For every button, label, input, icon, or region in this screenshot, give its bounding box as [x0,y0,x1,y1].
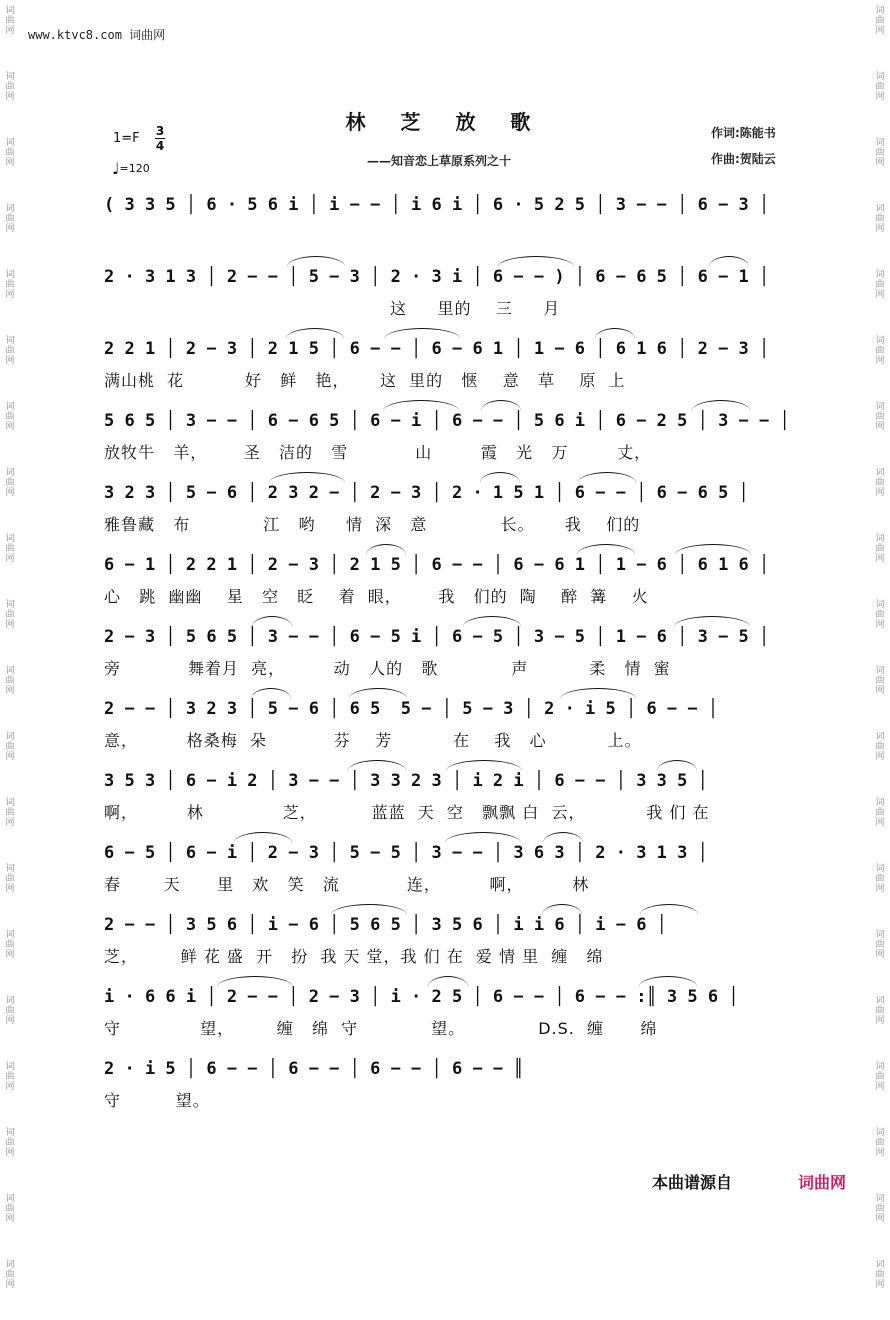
slur-mark [595,328,635,339]
slur-mark [445,832,521,843]
side-watermark-right [872,0,888,1290]
side-watermark-left [2,0,18,1290]
slur-mark [657,760,697,771]
slur-mark [639,976,697,987]
slur-mark [709,256,749,267]
watermark-text: 词 曲 网 [875,204,885,234]
slur-mark [446,760,522,771]
composer-credit: 作曲:贺陆云 [711,152,776,166]
meter-bottom: 4 [155,139,165,153]
slur-mark [560,688,636,699]
key-signature: 1=F [113,131,140,146]
slur-mark [349,688,407,699]
lyric-line: 芝， 鲜 花 盛 开 扮 我 天 堂，我 们 在 爱 情 里 缠 绵 [104,947,604,966]
slur-mark [578,472,636,483]
watermark-text: 词 曲 网 [875,270,885,300]
slur-mark [542,904,582,915]
slur-mark [348,760,406,771]
slur-mark [463,616,521,627]
watermark-text: 词 曲 网 [875,72,885,102]
tempo-value: =120 [119,162,150,175]
slur-mark [543,832,583,843]
watermark-text: 词 曲 网 [875,468,885,498]
slur-mark [577,544,635,555]
watermark-text: 词 曲 网 [5,666,15,696]
watermark-text: 词 曲 网 [5,1194,15,1224]
slur-mark [269,472,345,483]
watermark-text: 词 曲 网 [875,402,885,432]
watermark-text: 词 曲 网 [5,1260,15,1290]
watermark-text: 词 曲 网 [875,798,885,828]
watermark-text: 词 曲 网 [875,732,885,762]
slur-mark [383,400,459,411]
watermark-text: 词 曲 网 [5,534,15,564]
slur-mark [480,472,520,483]
notation-line: 2 − − │ 3 2 3 │ 5 − 6 │ 6 5 5 − │ 5 − 3 │ 2 · i 5 │ 6 − − │ [104,699,719,719]
watermark-text: 词 曲 网 [5,270,15,300]
watermark-text: 词 曲 网 [5,930,15,960]
slur-mark [498,256,574,267]
tempo-marking [112,157,150,176]
watermark-text: 词 曲 网 [5,468,15,498]
slur-mark [675,544,751,555]
watermark-text: 词 曲 网 [875,6,885,36]
song-title: 林 芝 放 歌 [345,110,545,134]
watermark-text: 词 曲 网 [875,1062,885,1092]
watermark-text: 词 曲 网 [5,864,15,894]
lyric-line: 旁 舞着月 亮， 动 人的 歌 声 柔 情 蜜 [104,659,671,678]
slur-mark [287,256,345,267]
slur-mark [640,904,698,915]
watermark-text: 词 曲 网 [5,600,15,630]
slur-mark [252,616,292,627]
quarter-note-icon: ♩ [112,159,120,178]
watermark-text: 词 曲 网 [875,1260,885,1290]
lyric-line [104,226,784,248]
notation-line: 3 2 3 │ 5 − 6 │ 2 3 2 − │ 2 − 3 │ 2 · 1 5 1 │ 6 − − │ 6 − 6 5 │ [104,483,749,503]
watermark-text: 词 曲 网 [5,402,15,432]
watermark-text: 词 曲 网 [5,798,15,828]
notation-line: 5 6 5 │ 3 − − │ 6 − 6 5 │ 6 − i │ 6 − − │ 5 6 i │ 6 − 2 5 │ 3 − − │ [104,411,790,431]
slur-mark [692,400,750,411]
watermark-text: 词 曲 网 [5,204,15,234]
slur-mark [481,400,521,411]
watermark-text: 词 曲 网 [875,138,885,168]
lyric-line: 放牧牛 羊， 圣 洁的 雪 山 霞 光 万 丈， [104,443,652,462]
slur-mark [251,688,291,699]
lyric-line: 守 望， 缠 绵 守 望。 D.S. 缠 绵 [104,1019,658,1038]
watermark-text: 词 曲 网 [875,336,885,366]
slur-mark [331,904,407,915]
notation-line: ( 3 3 5 │ 6 · 5 6 i │ i − − │ i 6 i │ 6 · 5 2 5 │ 3 − − │ 6 − 3 │ [104,195,770,215]
lyric-line: 满山桃 花 好 鲜 艳， 这 里的 惬 意 草 原 上 [104,371,626,390]
lyric-line: 守 望。 [104,1091,210,1110]
watermark-text: 词 曲 网 [875,1128,885,1158]
slur-mark [234,832,292,843]
footer-source-label: 本曲谱源自 [652,1173,733,1192]
watermark-text: 词 曲 网 [875,600,885,630]
meter-top: 3 [155,124,165,138]
slur-mark [674,616,750,627]
watermark-text: 词 曲 网 [5,72,15,102]
lyric-line: 这 里的 三 月 [104,299,561,318]
watermark-text: 词 曲 网 [5,138,15,168]
watermark-text: 词 曲 网 [5,336,15,366]
notation-line: 3 5 3 │ 6 − i 2 │ 3 − − │ 3 3 2 3 │ i 2 i │ 6 − − │ 3 3 5 │ [104,771,708,791]
watermark-text: 词 曲 网 [875,996,885,1026]
slur-mark [286,328,344,339]
notation-line: 2 2 1 │ 2 − 3 │ 2 1 5 │ 6 − − │ 6 − 6 1 │ 1 − 6 │ 6 1 6 │ 2 − 3 │ [104,339,770,359]
notation-line: 2 · 3 1 3 │ 2 − − │ 5 − 3 │ 2 · 3 i │ 6 − − ) │ 6 − 6 5 │ 6 − 1 │ [104,267,770,287]
watermark-text: 词 曲 网 [875,864,885,894]
lyric-line: 意， 格桑梅 朵 芬 芳 在 我 心 上。 [104,731,642,750]
lyric-line: 心 跳 幽幽 星 空 眨 着 眼， 我 们的 陶 醉 篝 火 [104,587,649,606]
site-url-header: www.ktvc8.com 词曲网 [28,28,166,42]
watermark-text: 词 曲 网 [875,534,885,564]
lyric-line: 春 天 里 欢 笑 流 连， 啊， 林 [104,875,590,894]
watermark-text: 词 曲 网 [5,732,15,762]
notation-line: 6 − 5 │ 6 − i │ 2 − 3 │ 5 − 5 │ 3 − − │ 3 6 3 │ 2 · 3 1 3 │ [104,843,708,863]
song-subtitle: ——知音恋上草原系列之十 [367,154,512,168]
lyric-line: 雅鲁藏 布 江 哟 情 深 意 长。 我 们的 [104,515,641,534]
watermark-text: 词 曲 网 [5,996,15,1026]
slur-mark [217,976,293,987]
watermark-text: 词 曲 网 [5,6,15,36]
watermark-text: 词 曲 网 [875,930,885,960]
watermark-text: 词 曲 网 [5,1128,15,1158]
notation-line: 2 − 3 │ 5 6 5 │ 3 − − │ 6 − 5 i │ 6 − 5 │ 3 − 5 │ 1 − 6 │ 3 − 5 │ [104,627,770,647]
slur-mark [384,328,460,339]
notation-line: 2 − − │ 3 5 6 │ i − 6 │ 5 6 5 │ 3 5 6 │ i i 6 │ i − 6 │ [104,915,667,935]
watermark-text: 词 曲 网 [875,666,885,696]
notation-line: i · 6 6 i │ 2 − − │ 2 − 3 │ i · 2 5 │ 6 − − │ 6 − − :║ 3 5 6 │ [104,987,739,1007]
notation-line: 2 · i 5 │ 6 − − │ 6 − − │ 6 − − │ 6 − − ║ [104,1059,524,1079]
time-signature [155,125,165,152]
notation-line: 6 − 1 │ 2 2 1 │ 2 − 3 │ 2 1 5 │ 6 − − │ 6 − 6 1 │ 1 − 6 │ 6 1 6 │ [104,555,770,575]
slur-mark [428,976,468,987]
lyricist-credit: 作词:陈能书 [711,126,776,140]
footer-brand: 词曲网 [798,1173,847,1192]
lyric-line: 啊， 林 芝， 蓝蓝 天 空 飘飘 白 云， 我 们 在 [104,803,710,822]
watermark-text: 词 曲 网 [5,1062,15,1092]
slur-mark [366,544,406,555]
watermark-text: 词 曲 网 [875,1194,885,1224]
